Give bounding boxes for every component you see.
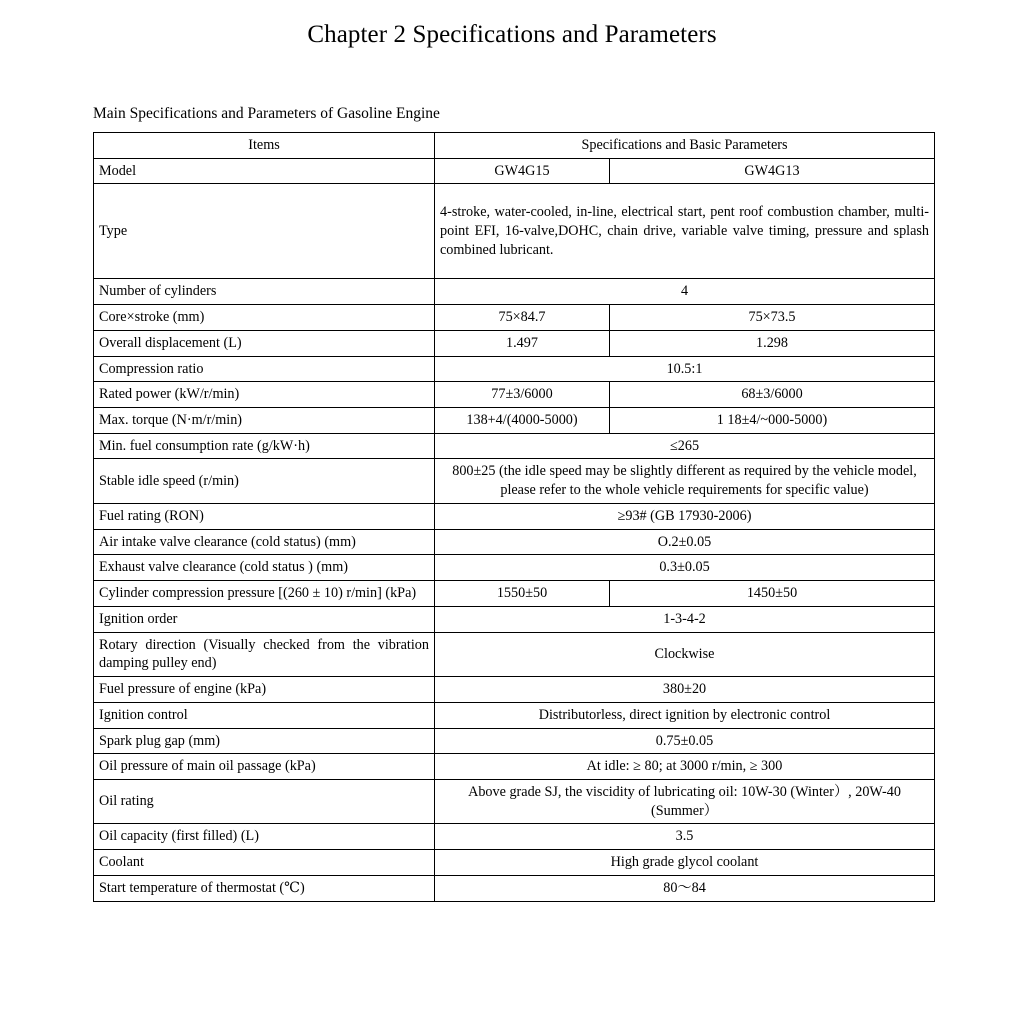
table-row bbox=[94, 581, 935, 607]
table-row bbox=[94, 555, 935, 581]
table-row bbox=[94, 158, 935, 184]
column-header-items: Items bbox=[94, 132, 435, 158]
row-item-label: Max. torque (N·m/r/min) bbox=[94, 407, 435, 433]
row-value-gw4g15: 77±3/6000 bbox=[435, 382, 610, 408]
row-item-label: Rotary direction (Visually checked from the vibration damping pulley end) bbox=[94, 632, 435, 676]
row-value-gw4g13: 1450±50 bbox=[610, 581, 935, 607]
table-row bbox=[94, 875, 935, 901]
table-caption: Main Specifications and Parameters of Gasoline Engine bbox=[93, 105, 440, 123]
row-value-gw4g15: 138+4/(4000-5000) bbox=[435, 407, 610, 433]
page-title: Chapter 2 Specifications and Parameters bbox=[307, 21, 717, 48]
row-value-gw4g15: GW4G15 bbox=[435, 158, 610, 184]
row-item-label: Oil rating bbox=[94, 780, 435, 824]
row-item-label: Overall displacement (L) bbox=[94, 330, 435, 356]
row-value: 1-3-4-2 bbox=[435, 606, 935, 632]
row-item-label: Number of cylinders bbox=[94, 279, 435, 305]
row-item-label: Air intake valve clearance (cold status) (mm) bbox=[94, 529, 435, 555]
row-item-label: Fuel rating (RON) bbox=[94, 503, 435, 529]
row-value: 80～84 bbox=[435, 875, 935, 901]
table-body bbox=[94, 132, 935, 901]
row-value: At idle: ≥ 80; at 3000 r/min, ≥ 300 bbox=[435, 754, 935, 780]
row-item-label: Ignition order bbox=[94, 606, 435, 632]
table-row bbox=[94, 728, 935, 754]
row-item-label: Coolant bbox=[94, 850, 435, 876]
table-row bbox=[94, 824, 935, 850]
row-value-gw4g13: 1.298 bbox=[610, 330, 935, 356]
table-row bbox=[94, 407, 935, 433]
table-row bbox=[94, 632, 935, 676]
row-item-label: Start temperature of thermostat (℃) bbox=[94, 875, 435, 901]
row-value: 4 bbox=[435, 279, 935, 305]
table-row bbox=[94, 754, 935, 780]
row-value-gw4g13: 75×73.5 bbox=[610, 305, 935, 331]
row-item-label: Cylinder compression pressure [(260 ± 10) r/min] (kPa) bbox=[94, 581, 435, 607]
column-header-specifications: Specifications and Basic Parameters bbox=[435, 132, 935, 158]
row-value: 10.5:1 bbox=[435, 356, 935, 382]
row-item-label: Core×stroke (mm) bbox=[94, 305, 435, 331]
row-item-label: Oil capacity (first filled) (L) bbox=[94, 824, 435, 850]
specifications-table bbox=[93, 132, 935, 902]
table-row bbox=[94, 606, 935, 632]
table-row bbox=[94, 330, 935, 356]
table-header-row bbox=[94, 132, 935, 158]
row-value: 0.3±0.05 bbox=[435, 555, 935, 581]
row-value: 800±25 (the idle speed may be slightly different as required by the vehicle model, please refer to the whole vehicle requirements for specific value) bbox=[435, 459, 935, 503]
row-value-gw4g13: 1 18±4/~000-5000) bbox=[610, 407, 935, 433]
row-item-label: Rated power (kW/r/min) bbox=[94, 382, 435, 408]
table-row bbox=[94, 677, 935, 703]
row-item-label: Spark plug gap (mm) bbox=[94, 728, 435, 754]
row-value-gw4g13: GW4G13 bbox=[610, 158, 935, 184]
table-row bbox=[94, 459, 935, 503]
row-value-gw4g15: 1550±50 bbox=[435, 581, 610, 607]
row-value: 0.75±0.05 bbox=[435, 728, 935, 754]
row-value-gw4g13: 68±3/6000 bbox=[610, 382, 935, 408]
row-item-label: Type bbox=[94, 184, 435, 279]
table-row bbox=[94, 850, 935, 876]
row-value: 3.5 bbox=[435, 824, 935, 850]
row-value: High grade glycol coolant bbox=[435, 850, 935, 876]
row-value: 380±20 bbox=[435, 677, 935, 703]
table-row bbox=[94, 702, 935, 728]
row-item-label: Stable idle speed (r/min) bbox=[94, 459, 435, 503]
row-item-label: Fuel pressure of engine (kPa) bbox=[94, 677, 435, 703]
table-row bbox=[94, 356, 935, 382]
row-item-label: Model bbox=[94, 158, 435, 184]
row-value: ≥93# (GB 17930-2006) bbox=[435, 503, 935, 529]
table-row bbox=[94, 184, 935, 279]
row-item-label: Oil pressure of main oil passage (kPa) bbox=[94, 754, 435, 780]
row-item-label: Ignition control bbox=[94, 702, 435, 728]
row-value-gw4g15: 1.497 bbox=[435, 330, 610, 356]
table-row bbox=[94, 529, 935, 555]
table-row bbox=[94, 305, 935, 331]
row-value: Clockwise bbox=[435, 632, 935, 676]
table-row bbox=[94, 503, 935, 529]
table-container bbox=[0, 124, 1024, 902]
row-item-label: Exhaust valve clearance (cold status ) (mm) bbox=[94, 555, 435, 581]
row-value: Distributorless, direct ignition by electronic control bbox=[435, 702, 935, 728]
row-item-label: Min. fuel consumption rate (g/kW·h) bbox=[94, 433, 435, 459]
row-value-gw4g15: 75×84.7 bbox=[435, 305, 610, 331]
table-row bbox=[94, 279, 935, 305]
row-value: Above grade SJ, the viscidity of lubricating oil: 10W-30 (Winter）, 20W-40 (Summer） bbox=[435, 780, 935, 824]
row-value: O.2±0.05 bbox=[435, 529, 935, 555]
row-item-label: Compression ratio bbox=[94, 356, 435, 382]
row-value: ≤265 bbox=[435, 433, 935, 459]
row-value: 4-stroke, water-cooled, in-line, electrical start, pent roof combustion chamber, multi-point EFI, 16-valve,DOHC, chain drive, variable valve timing, pressure and splash combined lubricant. bbox=[435, 184, 935, 279]
table-row bbox=[94, 780, 935, 824]
table-row bbox=[94, 433, 935, 459]
table-row bbox=[94, 382, 935, 408]
